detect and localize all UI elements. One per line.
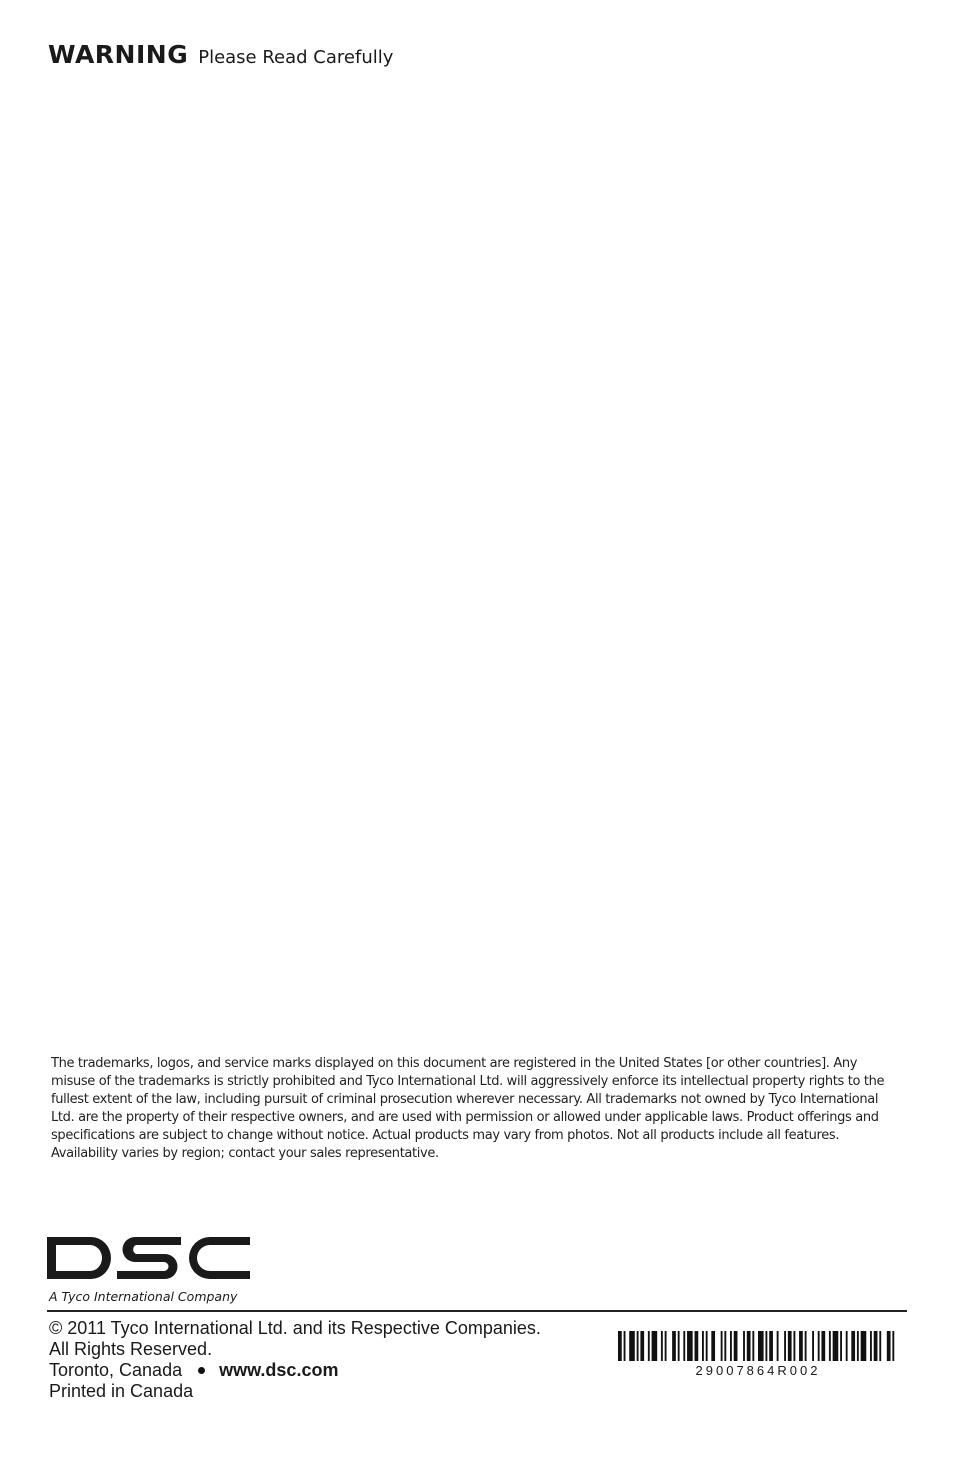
barcode-bar [887,1331,891,1361]
barcode-bar [665,1331,667,1361]
barcode-bar [648,1331,650,1361]
barcode-bar [758,1331,764,1361]
barcode-bar [829,1331,831,1361]
bullet-icon [198,1367,205,1374]
barcode-bar [846,1331,848,1361]
barcode-bar [851,1331,855,1361]
barcode-bar [678,1331,680,1361]
barcode-bar [805,1331,807,1361]
barcode-bar [840,1331,842,1361]
barcode-bar [695,1331,699,1361]
copyright-line: © 2011 Tyco International Ltd. and its Respective Companies. [49,1318,541,1338]
printed-line: Printed in Canada [49,1381,194,1401]
barcode-bar [788,1331,792,1361]
barcode-bar [618,1331,622,1361]
barcode-bar [640,1331,644,1361]
barcode-bar [629,1331,635,1361]
barcode-bar [652,1331,658,1361]
location-line [49,1360,541,1381]
barcode-bar [799,1331,803,1361]
barcode-bar [857,1331,859,1361]
trademark-disclaimer: The trademarks, logos, and service marks displayed on this document are registered in the United States [or other countries]. Any misuse of the trademarks is strictly prohibited and Tyco International Ltd. will aggressively enforce its intellectual property rights to the fullest extent of the law, including pursuit of criminal prosecution wherever necessary. All trademarks not owned by Tyco International Ltd. are the property of their respective owners, and are used with permission or allowed under applicable laws. Product offerings and specifications are subject to change without notice. Actual products may vary from photos. Not all products include all features. Availability varies by region; contact your sales representative. [51,1056,885,1161]
barcode-bar [743,1331,745,1361]
barcode-bar [812,1331,814,1361]
barcode-bar [833,1331,839,1361]
barcode-bar [793,1331,795,1361]
barcode-bar [702,1331,704,1361]
warning-subtitle: Please Read Carefully [198,47,394,68]
barcode-bar [765,1331,767,1361]
page-header [48,40,393,69]
barcode-bar [730,1331,732,1361]
barcode-bar [861,1331,867,1361]
barcode-number: 29007864R002 [695,1363,821,1378]
footer-info [49,1318,541,1402]
barcode-bar [747,1331,751,1361]
barcode-bar [818,1331,820,1361]
barcode-bar [879,1331,881,1361]
barcode-bar [734,1331,738,1361]
brand-tagline: A Tyco International Company [49,1289,238,1304]
barcode-bar [683,1331,685,1361]
barcode [618,1331,898,1361]
dsc-logo [47,1237,250,1279]
barcode-bar [769,1331,773,1361]
barcode-bar [752,1331,754,1361]
barcode-bar [624,1331,626,1361]
barcode-bar [784,1331,786,1361]
footer-divider [47,1310,907,1312]
barcode-bar [724,1331,726,1361]
barcode-bar [661,1331,663,1361]
barcode-bar [637,1331,639,1361]
barcode-bar [672,1331,676,1361]
location-text: Toronto, Canada [49,1360,183,1380]
barcode-bar [687,1331,693,1361]
barcode-bar [721,1331,723,1361]
barcode-bar [777,1331,779,1361]
barcode-bar [821,1331,825,1361]
barcode-bar [706,1331,708,1361]
barcode-bar [711,1331,715,1361]
website-link[interactable]: www.dsc.com [219,1360,339,1380]
barcode-bar [874,1331,878,1361]
warning-heading: WARNING [48,40,189,69]
barcode-bar [870,1331,872,1361]
rights-line: All Rights Reserved. [49,1339,213,1359]
barcode-bar [892,1331,894,1361]
